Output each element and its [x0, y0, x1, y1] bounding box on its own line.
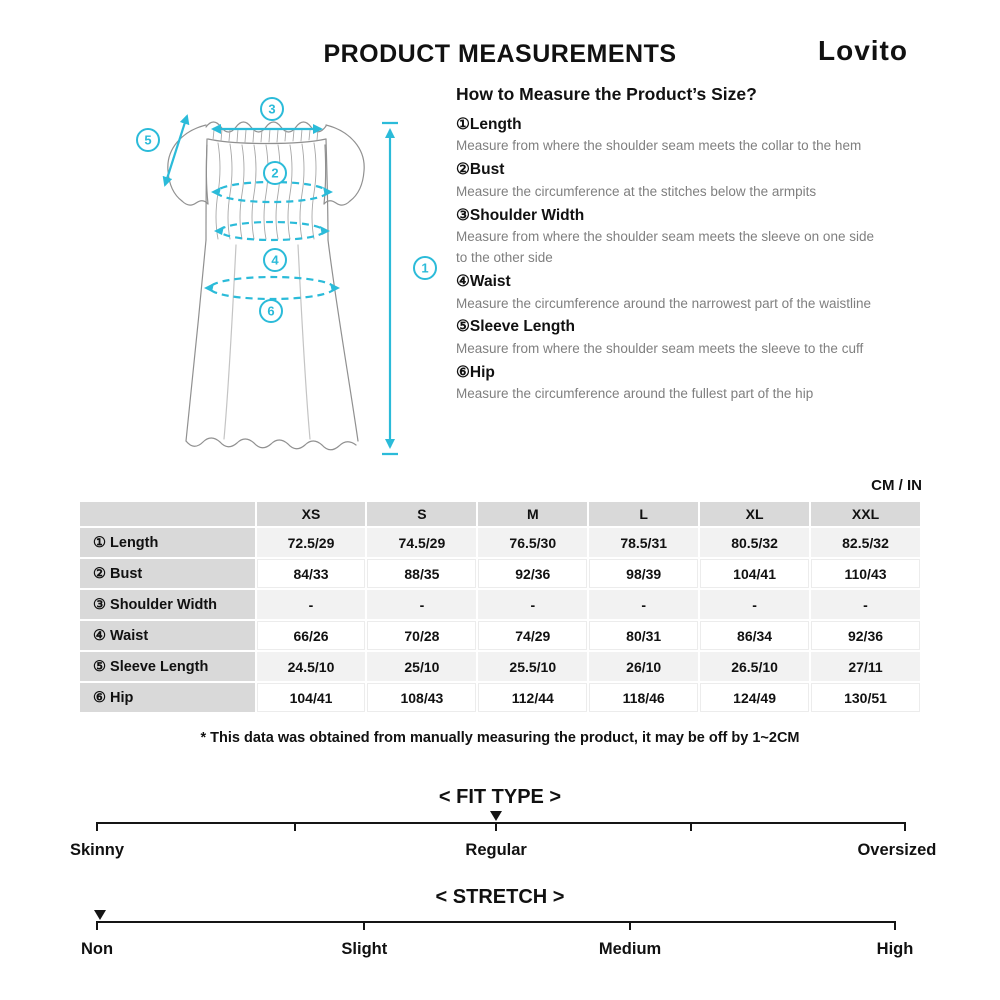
size-value: -: [811, 590, 920, 619]
size-value: 108/43: [367, 683, 476, 712]
instruction-shoulder-width: [456, 205, 882, 269]
row-label: ④ Waist: [80, 621, 255, 650]
svg-text:1: 1: [421, 260, 429, 276]
page-title: PRODUCT MEASUREMENTS: [323, 40, 677, 68]
unit-label: CM / IN: [871, 477, 922, 494]
instruction-hip: [456, 362, 882, 405]
stretch-label-non: Non: [80, 940, 114, 958]
measure-marker-4: [264, 249, 286, 271]
size-value: 72.5/29: [257, 528, 366, 557]
measure-marker-5: [137, 129, 159, 151]
size-value: 26.5/10: [700, 652, 809, 681]
fit-type-title: < FIT TYPE >: [438, 786, 562, 808]
howto-title: How to Measure the Product’s Size?: [456, 84, 757, 104]
size-value: 124/49: [700, 683, 809, 712]
scale-tick: [690, 822, 692, 831]
measurement-disclaimer: * This data was obtained from manually measuring the product, it may be off by 1~2CM: [200, 730, 800, 746]
waist-measure-line: [220, 222, 324, 240]
column-header-xl: XL: [700, 502, 809, 526]
row-label: ⑥ Hip: [80, 683, 255, 712]
instruction-length: [456, 114, 882, 157]
size-value: 130/51: [811, 683, 920, 712]
table-row-length: [80, 528, 920, 557]
instruction-description: Measure from where the shoulder seam meets the sleeve to the cuff: [456, 340, 864, 356]
svg-text:2: 2: [271, 165, 279, 181]
fit-scale-line: [97, 822, 905, 824]
instruction-number: ④: [456, 273, 470, 291]
instruction-description: Measure from where the shoulder seam meets the sleeve on one side to the other side: [456, 229, 874, 266]
fit-label-skinny: Skinny: [69, 841, 125, 859]
size-value: -: [478, 590, 587, 619]
instruction-description: Measure from where the shoulder seam meets the collar to the hem: [456, 138, 862, 154]
instruction-label: Shoulder Width: [469, 206, 585, 224]
size-value: 104/41: [257, 683, 366, 712]
size-value: 112/44: [478, 683, 587, 712]
svg-text:5: 5: [144, 132, 152, 148]
size-value: 88/35: [367, 559, 476, 588]
size-value: 82.5/32: [811, 528, 920, 557]
dress-diagram: [60, 85, 460, 475]
scale-tick: [96, 822, 98, 831]
measure-marker-3: [261, 98, 283, 120]
size-value: 66/26: [257, 621, 366, 650]
scale-tick: [629, 921, 631, 930]
scale-tick: [904, 822, 906, 831]
instruction-number: ⑤: [456, 318, 470, 336]
column-header-xxl: XXL: [811, 502, 920, 526]
scale-tick: [294, 822, 296, 831]
measure-marker-2: [264, 162, 286, 184]
stretch-label-high: High: [876, 940, 914, 958]
size-value: 104/41: [700, 559, 809, 588]
table-row-sleeve-length: [80, 652, 920, 681]
column-header-xs: XS: [257, 502, 366, 526]
instruction-number: ②: [456, 161, 470, 179]
fit-label-regular: Regular: [465, 841, 527, 859]
scale-tick: [495, 822, 497, 831]
stretch-label-medium: Medium: [598, 940, 662, 958]
row-label: ① Length: [80, 528, 255, 557]
size-value: 74.5/29: [367, 528, 476, 557]
instruction-number: ③: [456, 206, 470, 224]
instruction-label: Length: [469, 116, 522, 133]
table-row-waist: [80, 621, 920, 650]
size-value: 92/36: [811, 621, 920, 650]
size-table: [78, 500, 922, 714]
fit-selected-marker: [490, 811, 502, 821]
instruction-label: Sleeve Length: [469, 318, 575, 336]
size-value: 80/31: [589, 621, 698, 650]
instruction-label: Waist: [469, 273, 511, 291]
instruction-waist: [456, 271, 882, 314]
stretch-scale: [80, 921, 914, 981]
measure-marker-6: [260, 300, 282, 322]
column-header-s: S: [367, 502, 476, 526]
bust-measure-line: [217, 182, 327, 202]
column-header-l: L: [589, 502, 698, 526]
size-value: 76.5/30: [478, 528, 587, 557]
size-value: 25.5/10: [478, 652, 587, 681]
fit-type-scale: [69, 822, 937, 882]
row-label: ③ Shoulder Width: [80, 590, 255, 619]
fit-label-oversized: Oversized: [857, 841, 937, 859]
scale-tick: [894, 921, 896, 930]
table-header-row: [80, 502, 920, 526]
row-label: ⑤ Sleeve Length: [80, 652, 255, 681]
howto-section: [456, 84, 882, 405]
size-value: 92/36: [478, 559, 587, 588]
stretch-title: < STRETCH >: [435, 886, 565, 908]
size-value: 74/29: [478, 621, 587, 650]
hip-measure-line: [210, 277, 334, 299]
size-value: -: [367, 590, 476, 619]
stretch-selected-marker: [94, 910, 106, 920]
size-value: -: [700, 590, 809, 619]
table-row-shoulder-width: [80, 590, 920, 619]
sleeve-length-arrow: [165, 116, 187, 185]
instruction-number: ①: [456, 116, 470, 133]
row-label: ② Bust: [80, 559, 255, 588]
size-value: 24.5/10: [257, 652, 366, 681]
column-header-m: M: [478, 502, 587, 526]
size-value: 70/28: [367, 621, 476, 650]
size-value: 110/43: [811, 559, 920, 588]
table-row-bust: [80, 559, 920, 588]
size-value: 84/33: [257, 559, 366, 588]
size-value: 78.5/31: [589, 528, 698, 557]
svg-text:6: 6: [267, 303, 275, 319]
stretch-label-slight: Slight: [341, 940, 388, 958]
corner-cell: [80, 502, 255, 526]
measure-marker-1: [414, 257, 436, 279]
instruction-description: Measure the circumference around the narrowest part of the waistline: [456, 295, 871, 311]
size-value: 26/10: [589, 652, 698, 681]
table-row-hip: [80, 683, 920, 712]
brand-logo: Lovito: [818, 35, 908, 66]
size-value: -: [257, 590, 366, 619]
size-value: 118/46: [589, 683, 698, 712]
svg-text:3: 3: [268, 101, 276, 117]
instruction-label: Hip: [469, 363, 495, 381]
stretch-scale-line: [97, 921, 895, 923]
instruction-sleeve-length: [456, 316, 882, 359]
svg-text:4: 4: [271, 252, 279, 268]
size-value: 80.5/32: [700, 528, 809, 557]
instruction-description: Measure the circumference at the stitches below the armpits: [456, 183, 817, 199]
scale-tick: [96, 921, 98, 930]
size-value: 86/34: [700, 621, 809, 650]
size-value: 25/10: [367, 652, 476, 681]
instruction-description: Measure the circumference around the fullest part of the hip: [456, 386, 814, 402]
instruction-label: Bust: [469, 161, 505, 179]
scale-tick: [363, 921, 365, 930]
instruction-bust: [456, 159, 882, 202]
size-value: 98/39: [589, 559, 698, 588]
instruction-number: ⑥: [456, 363, 470, 381]
size-value: 27/11: [811, 652, 920, 681]
size-value: -: [589, 590, 698, 619]
